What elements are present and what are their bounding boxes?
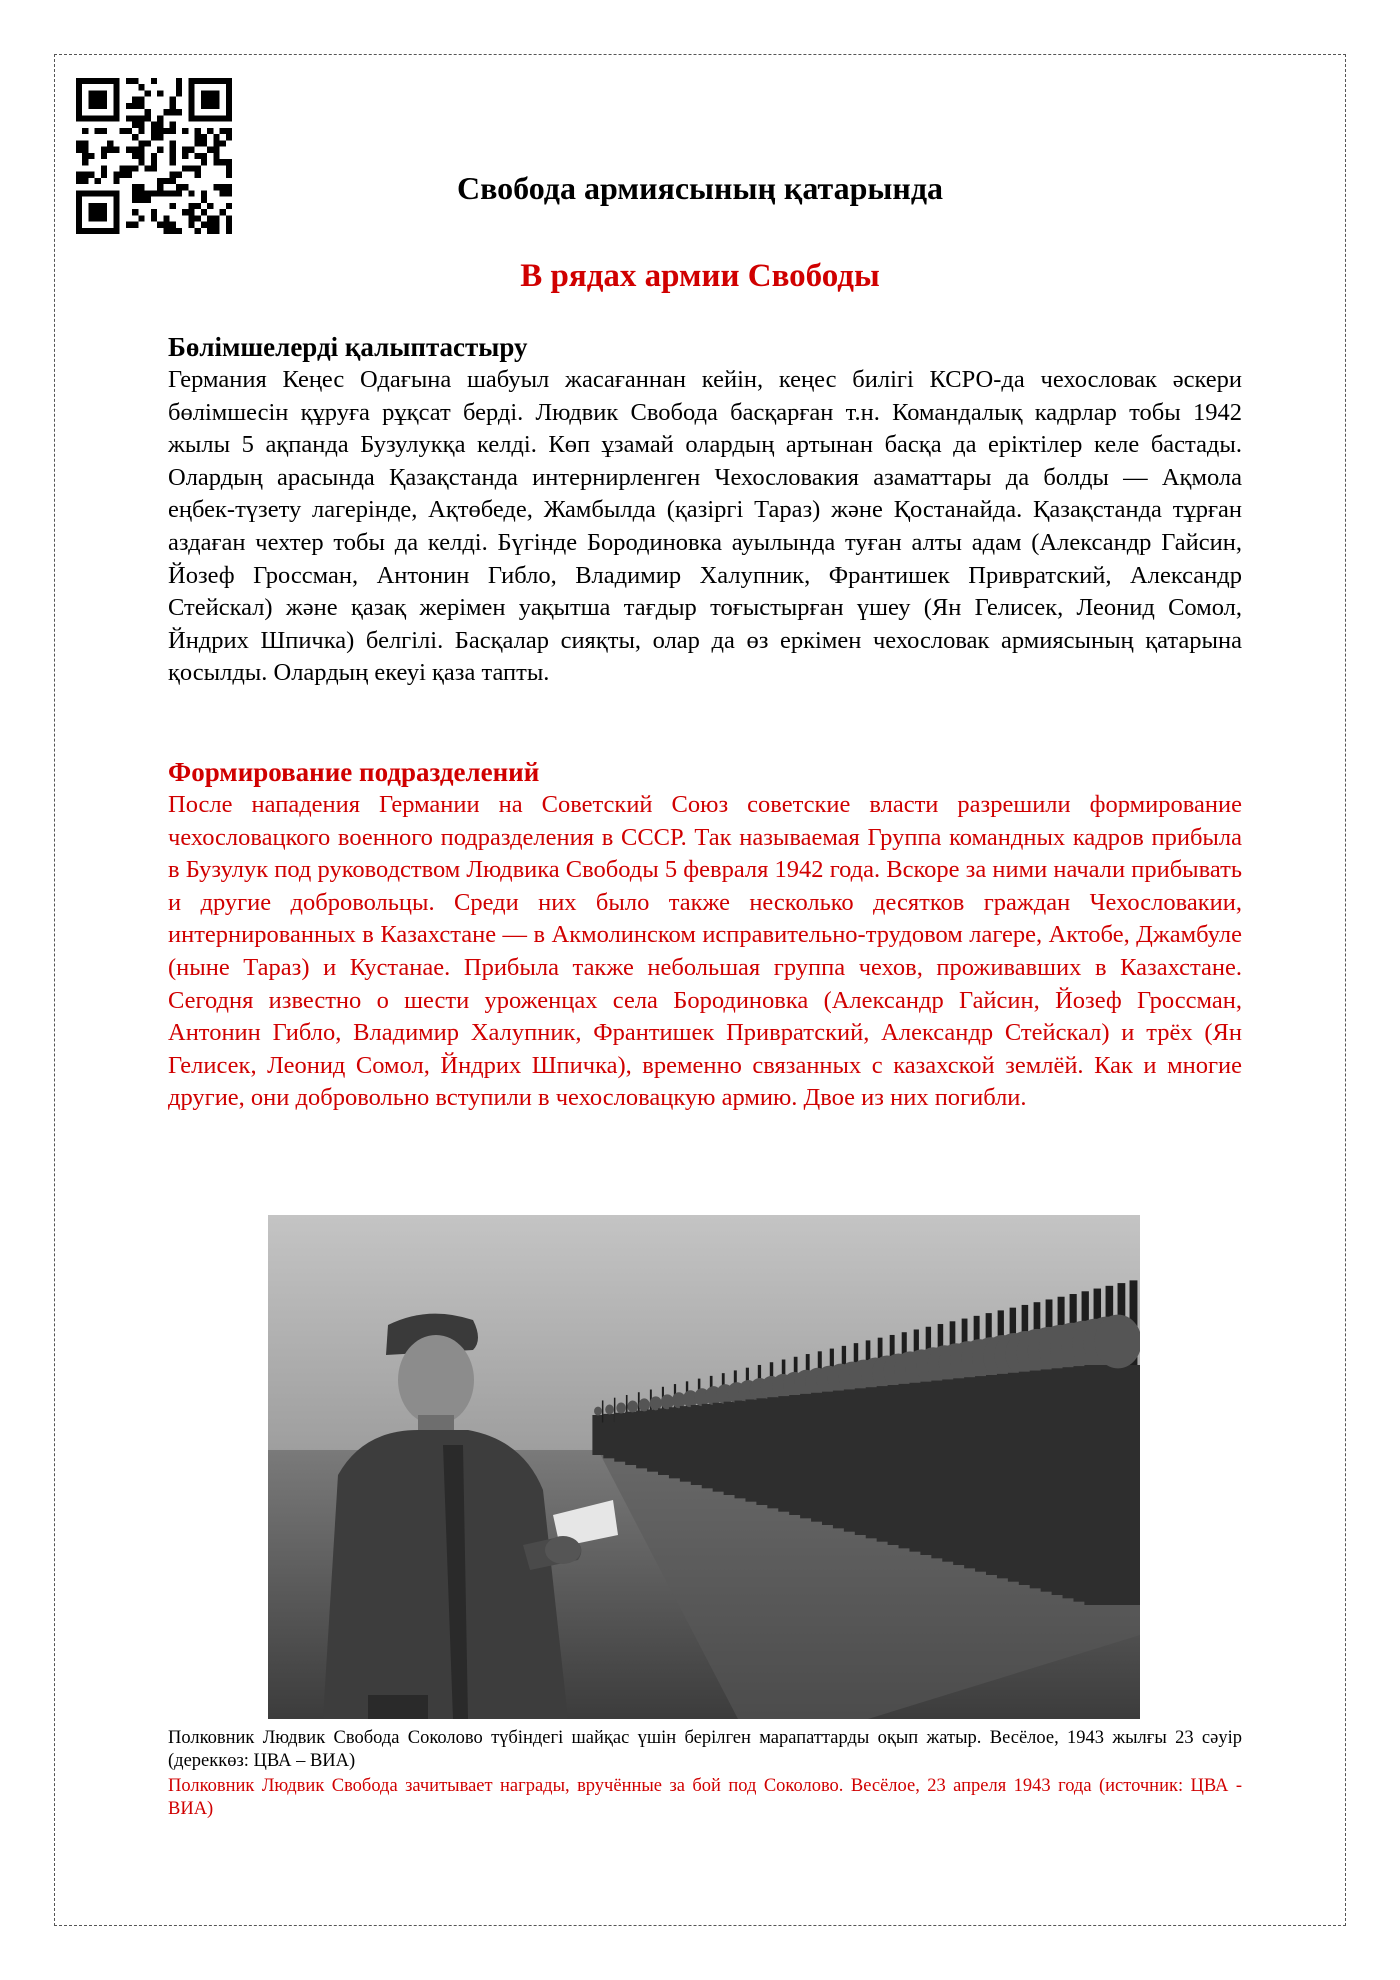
section-ru: [168, 755, 1242, 1115]
photo-caption-kz: Полковник Людвик Свобода Соколово түбіндегі шайқас үшін берілген марапаттарды оқып жатыр. Весёлое, 1943 жылғы 23 сәуір (дереккөз: ЦВА – ВИА): [168, 1728, 1242, 1771]
section-text-kz: Германия Кеңес Одағына шабуыл жасағаннан кейін, кеңес билігі КСРО-да чехословак әскери бөлімшесін құруға рұқсат берді. Людвик Свобода басқарған т.н. Командалық кадрлар тобы 1942 жылы 5 ақпанда Бузулукқа келді. Көп ұзамай олардың артынан басқа да еріктілер келе бастады. Олардың арасында Қазақстанда интернирленген Чехословакия азаматтары да болды — Ақмола еңбек-түзету лагерінде, Ақтөбеде, Жамбылда (қазіргі Тараз) және Қостанайда. Қазақстанда тұрған аздаған чехтер тобы да келді. Бүгінде Бородиновка ауылында туған алты адам (Александр Гайсин, Йозеф Гроссман, Антонин Гибло, Владимир Халупник, Франтишек Привратский, Александр Стейскал) және қазақ жерімен уақытша тағдыр тоғыстырған үшеу (Ян Гелисек, Леонид Сомол, Йндрих Шпичка) белгілі. Басқалар сияқты, олар да өз еркімен чехословак армиясының қатарына қосылды. Олардың екеуі қаза тапты.: [168, 366, 1242, 687]
section-text-ru: После нападения Германии на Советский Союз советские власти разрешили формирование чехословацкого военного подразделения в СССР. Так называемая Группа командных кадров прибыла в Бузулук под руководством Людвика Свободы 5 февраля 1942 года. Вскоре за ними начали прибывать и другие добровольцы. Среди них было также несколько десятков граждан Чехословакии, интернированных в Казахстане — в Акмолинском исправительно-трудовом лагере, Актобе, Джамбуле (ныне Тараз) и Кустанае. Прибыла также небольшая группа чехов, проживавших в Казахстане. Сегодня известно о шести уроженцах села Бородиновка (Александр Гайсин, Йозеф Гроссман, Антонин Гибло, Владимир Халупник, Франтишек Привратский, Александр Стейскал) и трёх (Ян Гелисек, Леонид Сомол, Йндрих Шпичка), временно связанных с казахской землёй. Как и многие другие, они добровольно вступили в чехословацкую армию. Двое из них погибли.: [168, 791, 1242, 1112]
section-heading-kz: Бөлімшелерді қалыптастыру: [168, 332, 528, 362]
section-kz: [168, 330, 1242, 690]
page-title-kz: Свобода армиясының қатарында: [456, 170, 944, 206]
qr-code-icon[interactable]: [76, 78, 232, 234]
soldier-figure: [592, 1415, 603, 1455]
historical-photo: [268, 1215, 1140, 1719]
soldier-figure: [1084, 1365, 1140, 1605]
photo-caption-ru: Полковник Людвик Свобода зачитывает награды, вручённые за бой под Соколово. Весёлое, 23 апреля 1943 года (источник: ЦВА - ВИА): [168, 1776, 1242, 1819]
page-title-ru: В рядах армии Свободы: [520, 258, 880, 294]
photo-illustration: [268, 1215, 1140, 1719]
section-heading-ru: Формирование подразделений: [168, 757, 540, 787]
